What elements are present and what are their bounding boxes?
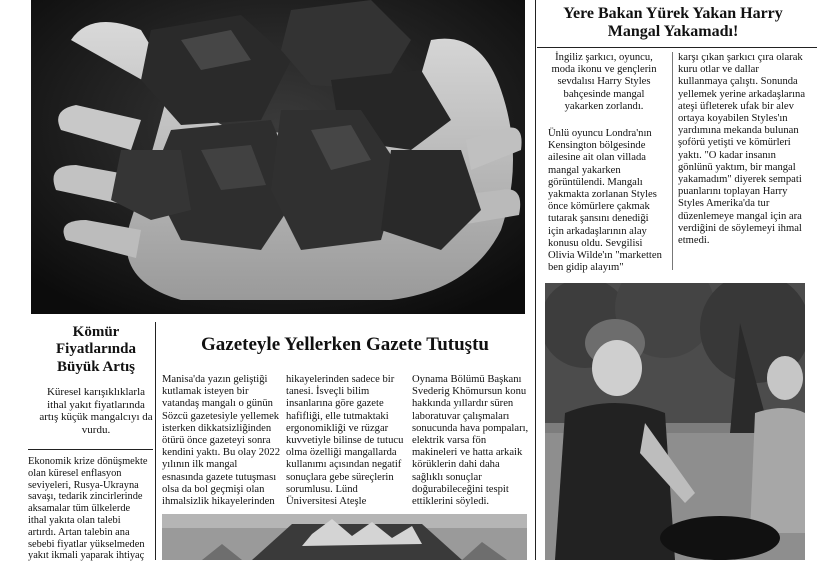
harry-headline: Yere Bakan Yürek Yakan Harry Mangal Yakamadı!	[563, 5, 783, 41]
harry-body-col1: Ünlü oyuncu Londra'nın Kensington bölgesinde ailesine ait olan villada mangal yakarken görüntülendi. Mangalı yakmakta zorlanan Styles önce kömürlere çakmak tutarak şansını denediği için arkadaşlarının alay konusu oldu. Sevgilisi Olivia Wilde'ın "marketten ben gidip alayım"	[548, 128, 662, 274]
newspaper-headline: Gazeteyle Yellerken Gazete Tutuştu	[201, 334, 489, 355]
newspaper-body-col1: Manisa'da yazın geliştiği kutlamak isteyen bir vatandaş mangalı o günün Sözcü gazetesiyle yellemek isterken dikkatsizliğinden ötürü önce gazeteyi sonra kendini yaktı. Bu olay 2022 yılının ilk mangal esnasında gazete tutuşması olsa da bol geçmişi olan ihmalsizlik hikayelerinden	[162, 374, 280, 508]
coal-lead: Küresel karışıklıklarla ithal yakıt fiyatlarında artış küçük mangalcıyı da vurdu.	[39, 386, 153, 436]
harry-lead: İngiliz şarkıcı, oyuncu, moda ikonu ve gençlerin sevdalısı Harry Styles bahçesinde mangal yakarken zorlandı.	[551, 52, 657, 112]
left-column-divider	[155, 322, 156, 560]
newspaper-body-col2: hikayelerinden sadece bir tanesi. İsveçli bilim insanlarına göre gazete hafifliği, elle tutmaktaki ergonomikliği ve rüzgar kuvvetiyle bilinse de tutucu olma özelliği mangallarda kullanımı açısından negatif sonuçlara gebe süreçlerin sorumlusu. Lünd Üniversitesi Ateşle	[286, 374, 404, 508]
harry-grill-photo	[545, 283, 805, 560]
headline-rule	[537, 47, 817, 48]
fire-grill-photo	[162, 514, 527, 560]
harry-body-col2: karşı çıkan şarkıcı çıra olarak kuru otlar ve dallar kullanmaya çalıştı. Sonunda yellemek yerine arkadaşlarına ateşi üfleterek ufak bir alev ortaya koyabilen Styles'ın yardımına mekanda bulunan şoförü yetişti ve kömürleri yaktı. "O kadar insanın gönlünü yaktım, bir mangal yakamadım" diyerek sempati puanlarını toplayan Harry Styles Amerika'da tur düzenlemeye mangal için ara verdiğini de söylemeyi ihmal etmedi.	[678, 52, 806, 247]
newspaper-body-col3: Oynama Bölümü Başkanı Svederig Khömursun konu hakkında yıllardır süren laboratuvar çalışmaları sonucunda hava pompaları, elektrik varsa fön makineleri ve hatta arkaik körüklerin dahi daha sağlıklı sonuçlar doğurabileceğini tespit ettiklerini söyledi.	[412, 374, 529, 508]
coal-headline: Kömür Fiyatlarında Büyük Artış	[55, 324, 136, 375]
coal-body: Ekonomik krize dönüşmekte olan küresel enflasyon seviyeleri, Rusya-Ukrayna savaşı, tedarik zincirlerinde aksamalar tüm ülkelerde ithal yakıta olan talebi artırdı. Artan talebin ana sebebi fiyatlar yükselmeden yakıt ikmali yaparak ihtiyaç	[28, 456, 148, 562]
column-divider	[672, 52, 673, 270]
coal-lead-rule	[28, 449, 153, 450]
coal-hands-photo	[31, 0, 525, 314]
right-column-divider	[535, 0, 536, 560]
